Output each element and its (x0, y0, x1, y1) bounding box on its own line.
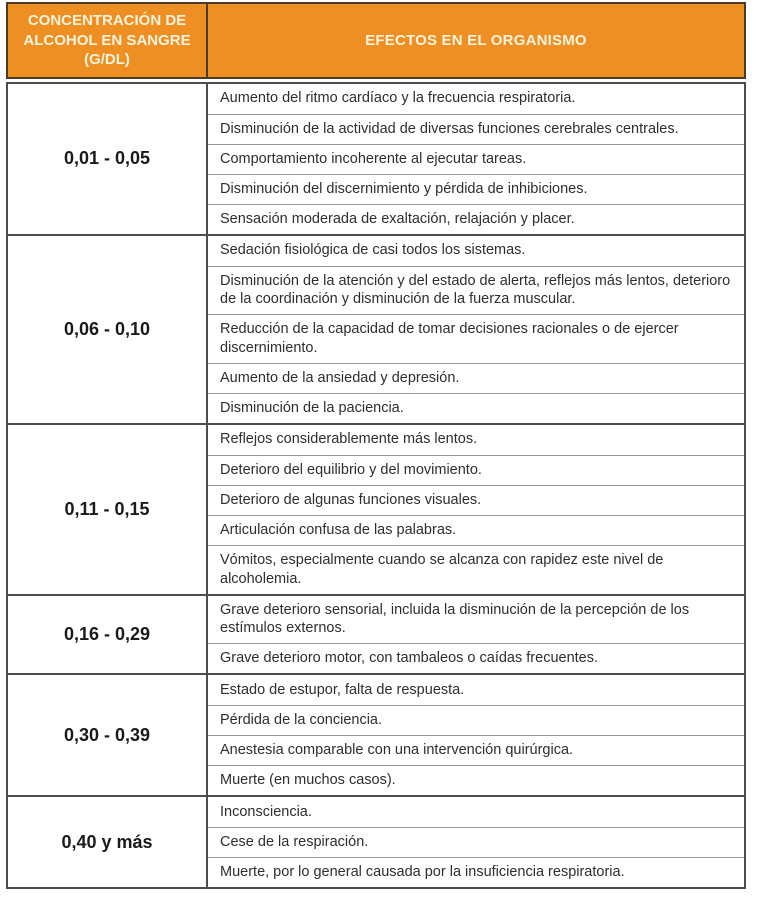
effects-column (208, 236, 744, 423)
effect-cell: Cese de la respiración. (208, 827, 744, 857)
effect-cell: Sedación fisiológica de casi todos los sistemas. (220, 242, 526, 259)
effect-cell: Anestesia comparable con una intervención quirúrgica. (208, 735, 744, 765)
effect-cell: Grave deterioro sensorial, incluida la disminución de la percepción de los estímulos externos. (220, 601, 690, 637)
effect-cell: Disminución del discernimiento y pérdida de inhibiciones. (208, 174, 744, 204)
concentration-group-row (8, 234, 744, 423)
effect-cell: Vómitos, especialmente cuando se alcanza con rapidez este nivel de alcoholemia. (208, 545, 744, 594)
effect-cell: Comportamiento incoherente al ejecutar tareas. (208, 144, 744, 174)
effect-cell: Muerte (en muchos casos). (208, 765, 744, 795)
concentration-range-cell: 0,30 - 0,39 (8, 675, 208, 795)
effect-cell: Deterioro de algunas funciones visuales. (208, 485, 744, 515)
effects-column (208, 675, 744, 795)
header-cell-concentration: CONCENTRACIÓN DE ALCOHOL EN SANGRE (G/DL) (8, 4, 208, 77)
effects-column (208, 797, 744, 887)
concentration-group-row (8, 594, 744, 674)
effect-cell: Aumento de la ansiedad y depresión. (208, 363, 744, 393)
concentration-group-row (8, 673, 744, 795)
effect-cell: Sensación moderada de exaltación, relajación y placer. (208, 204, 744, 234)
effect-cell: Disminución de la actividad de diversas funciones cerebrales centrales. (208, 114, 744, 144)
table-body (6, 82, 746, 890)
effect-cell: Disminución de la atención y del estado de alerta, reflejos más lentos, deterioro de la coordinación y disminución de la fuerza muscular. (208, 266, 744, 315)
effect-cell: Grave deterioro motor, con tambaleos o caídas frecuentes. (208, 643, 744, 673)
concentration-range-cell: 0,06 - 0,10 (8, 236, 208, 423)
header-cell-effects: EFECTOS EN EL ORGANISMO (365, 31, 587, 49)
effect-cell: Pérdida de la conciencia. (208, 705, 744, 735)
effect-cell: Reducción de la capacidad de tomar decisiones racionales o de ejercer discernimiento. (208, 314, 744, 363)
effect-cell: Articulación confusa de las palabras. (208, 515, 744, 545)
bac-effects-table (6, 2, 746, 889)
effects-column (208, 84, 744, 234)
effect-cell: Inconsciencia. (220, 803, 312, 820)
effect-cell: Reflejos considerablemente más lentos. (220, 431, 478, 448)
concentration-group-row (8, 84, 744, 234)
concentration-range-cell: 0,40 y más (8, 797, 208, 887)
effect-cell: Disminución de la paciencia. (208, 393, 744, 423)
concentration-range-cell: 0,11 - 0,15 (8, 425, 208, 594)
concentration-range-cell: 0,01 - 0,05 (8, 84, 208, 234)
effect-cell: Deterioro del equilibrio y del movimiento. (208, 455, 744, 485)
concentration-group-row (8, 423, 744, 594)
effect-cell: Muerte, por lo general causada por la insuficiencia respiratoria. (208, 857, 744, 887)
concentration-group-row (8, 795, 744, 887)
effect-cell: Estado de estupor, falta de respuesta. (220, 681, 465, 698)
effects-column (208, 425, 744, 594)
effect-cell: Aumento del ritmo cardíaco y la frecuencia respiratoria. (220, 90, 576, 107)
concentration-range-cell: 0,16 - 0,29 (8, 596, 208, 674)
table-header-row (6, 2, 746, 79)
effects-column (208, 596, 744, 674)
